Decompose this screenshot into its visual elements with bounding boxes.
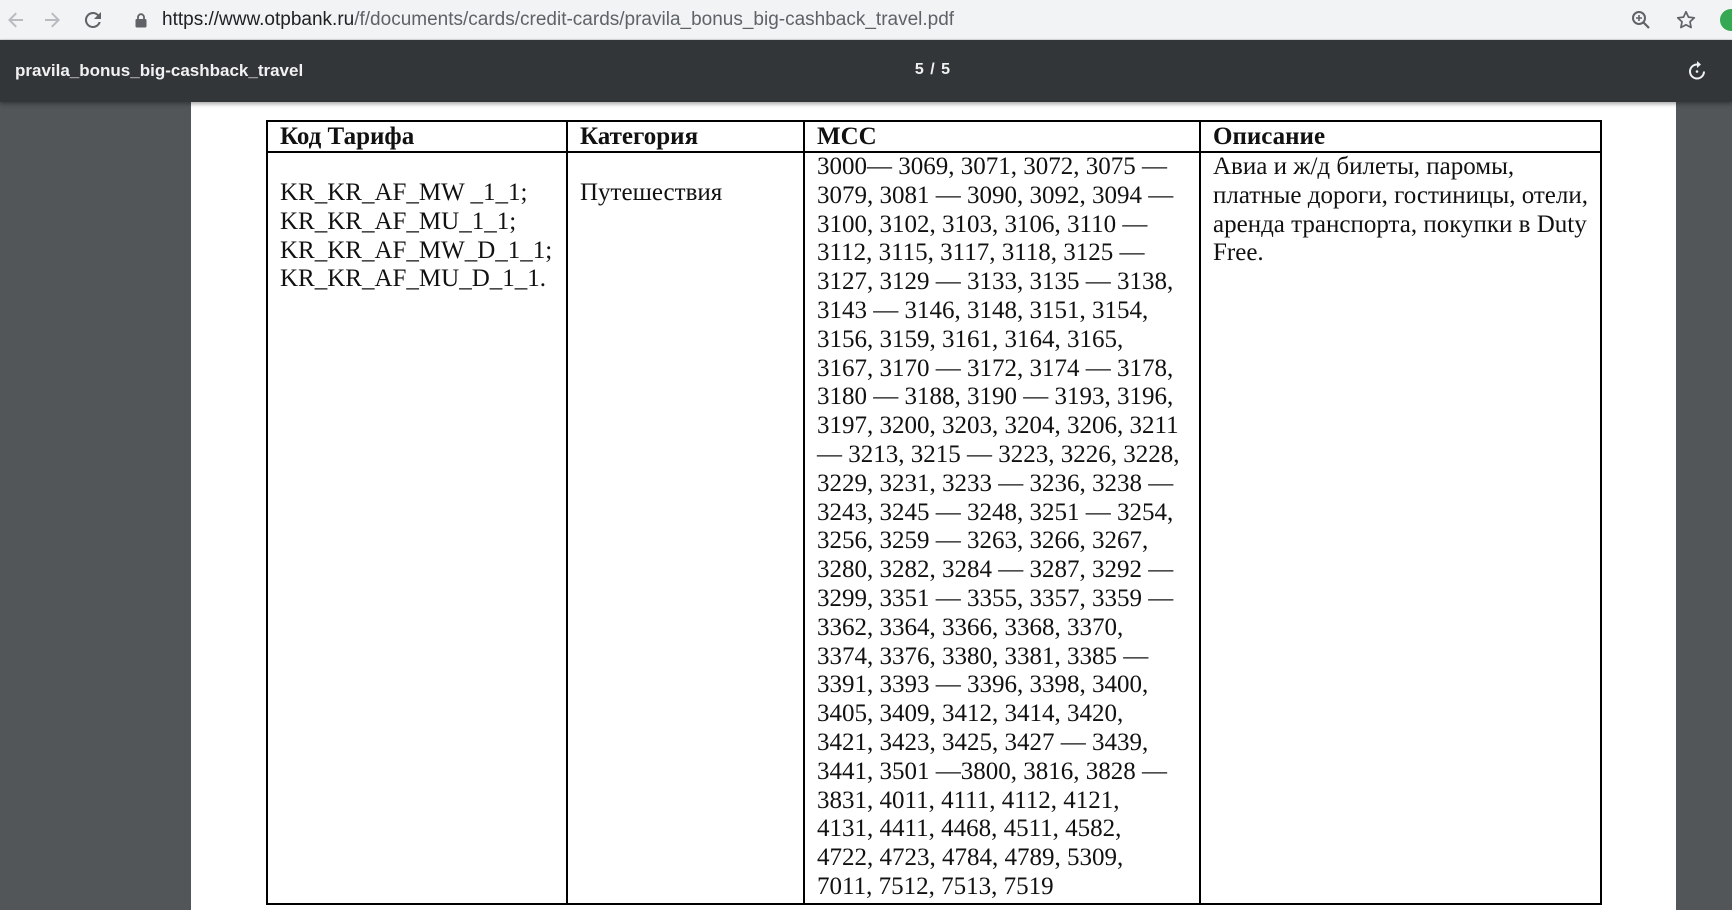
- extension-icon[interactable]: [1720, 9, 1732, 31]
- mcc-line: 3143 — 3146, 3148, 3151, 3154,: [817, 296, 1149, 324]
- mcc-cell: [804, 152, 1200, 904]
- table-row: [267, 152, 1601, 904]
- mcc-line: 3000— 3069, 3071, 3072, 3075 —: [817, 153, 1167, 180]
- arrow-left-icon: [7, 11, 25, 29]
- description-cell: Авиа и ж/д билеты, паромы, платные дороги, гостиницы, отели, аренда транспорта, покупки в Duty Free.: [1200, 152, 1601, 904]
- tariff-codes-cell: KR_KR_AF_MW _1_1; KR_KR_AF_MU_1_1; KR_KR_AF_MW_D_1_1; KR_KR_AF_MU_D_1_1.: [267, 152, 567, 904]
- mcc-line: 3180 — 3188, 3190 — 3193, 3196,: [817, 383, 1174, 411]
- mcc-line: 3256, 3259 — 3263, 3266, 3267,: [817, 527, 1149, 555]
- pdf-toolbar: [0, 40, 1732, 102]
- mcc-line: 4722, 4723, 4784, 4789, 5309,: [817, 844, 1124, 872]
- mcc-line: 3167, 3170 — 3172, 3174 — 3178,: [817, 354, 1174, 382]
- mcc-line: 7011, 7512, 7513, 7519: [817, 872, 1054, 900]
- category-cell: Путешествия: [567, 152, 804, 904]
- mcc-line: 3405, 3409, 3412, 3414, 3420,: [817, 700, 1124, 728]
- rotate-icon[interactable]: [1683, 57, 1711, 85]
- address-bar[interactable]: [118, 2, 1718, 38]
- mcc-line: 4131, 4411, 4468, 4511, 4582,: [817, 815, 1122, 843]
- url-path: /f/documents/cards/credit-cards/pravila_bonus_big-cashback_travel.pdf: [354, 9, 955, 30]
- mcc-line: 3421, 3423, 3425, 3427 — 3439,: [817, 728, 1149, 756]
- arrow-right-icon: [43, 11, 61, 29]
- mcc-line: — 3213, 3215 — 3223, 3226, 3228,: [817, 440, 1180, 468]
- mcc-line: 3100, 3102, 3103, 3106, 3110 —: [817, 210, 1148, 238]
- header-category: Категория: [567, 121, 804, 152]
- lock-icon: [134, 12, 148, 28]
- mcc-line: 3079, 3081 — 3090, 3092, 3094 —: [817, 181, 1174, 209]
- mcc-line: 3229, 3231, 3233 — 3236, 3238 —: [817, 469, 1174, 497]
- header-code: Код Тарифа: [267, 121, 567, 152]
- reload-icon: [83, 10, 103, 30]
- forward-button[interactable]: [36, 4, 68, 36]
- header-mcc: MCC: [804, 121, 1200, 152]
- mcc-line: 3299, 3351 — 3355, 3357, 3359 —: [817, 584, 1174, 612]
- table-header-row: [267, 121, 1601, 152]
- mcc-line: 3362, 3364, 3366, 3368, 3370,: [817, 613, 1124, 641]
- rules-table: [266, 120, 1602, 905]
- zoom-icon[interactable]: [1625, 4, 1657, 36]
- reload-button[interactable]: [77, 4, 109, 36]
- url-text: [162, 9, 954, 31]
- document-title: pravila_bonus_big-cashback_travel: [15, 61, 304, 80]
- bookmark-star-icon[interactable]: [1670, 4, 1702, 36]
- mcc-line: 3243, 3245 — 3248, 3251 — 3254,: [817, 498, 1174, 526]
- url-host: https://www.otpbank.ru: [162, 9, 355, 30]
- mcc-line: 3441, 3501 —3800, 3816, 3828 —: [817, 757, 1167, 785]
- mcc-line: 3374, 3376, 3380, 3381, 3385 —: [817, 642, 1149, 670]
- header-description: Описание: [1200, 121, 1601, 152]
- mcc-line: 3831, 4011, 4111, 4112, 4121,: [817, 786, 1120, 814]
- browser-toolbar: [0, 0, 1732, 40]
- mcc-line: 3197, 3200, 3203, 3204, 3206, 3211: [817, 412, 1179, 440]
- mcc-line: 3127, 3129 — 3133, 3135 — 3138,: [817, 268, 1174, 296]
- back-button[interactable]: [0, 4, 32, 36]
- mcc-line: 3112, 3115, 3117, 3118, 3125 —: [817, 239, 1145, 267]
- mcc-line: 3391, 3393 — 3396, 3398, 3400,: [817, 671, 1149, 699]
- mcc-line: 3280, 3282, 3284 — 3287, 3292 —: [817, 556, 1174, 584]
- pdf-viewport[interactable]: [0, 102, 1732, 910]
- page-indicator: 5 / 5: [914, 61, 952, 78]
- mcc-line: 3156, 3159, 3161, 3164, 3165,: [817, 325, 1124, 353]
- pdf-page: [191, 102, 1676, 910]
